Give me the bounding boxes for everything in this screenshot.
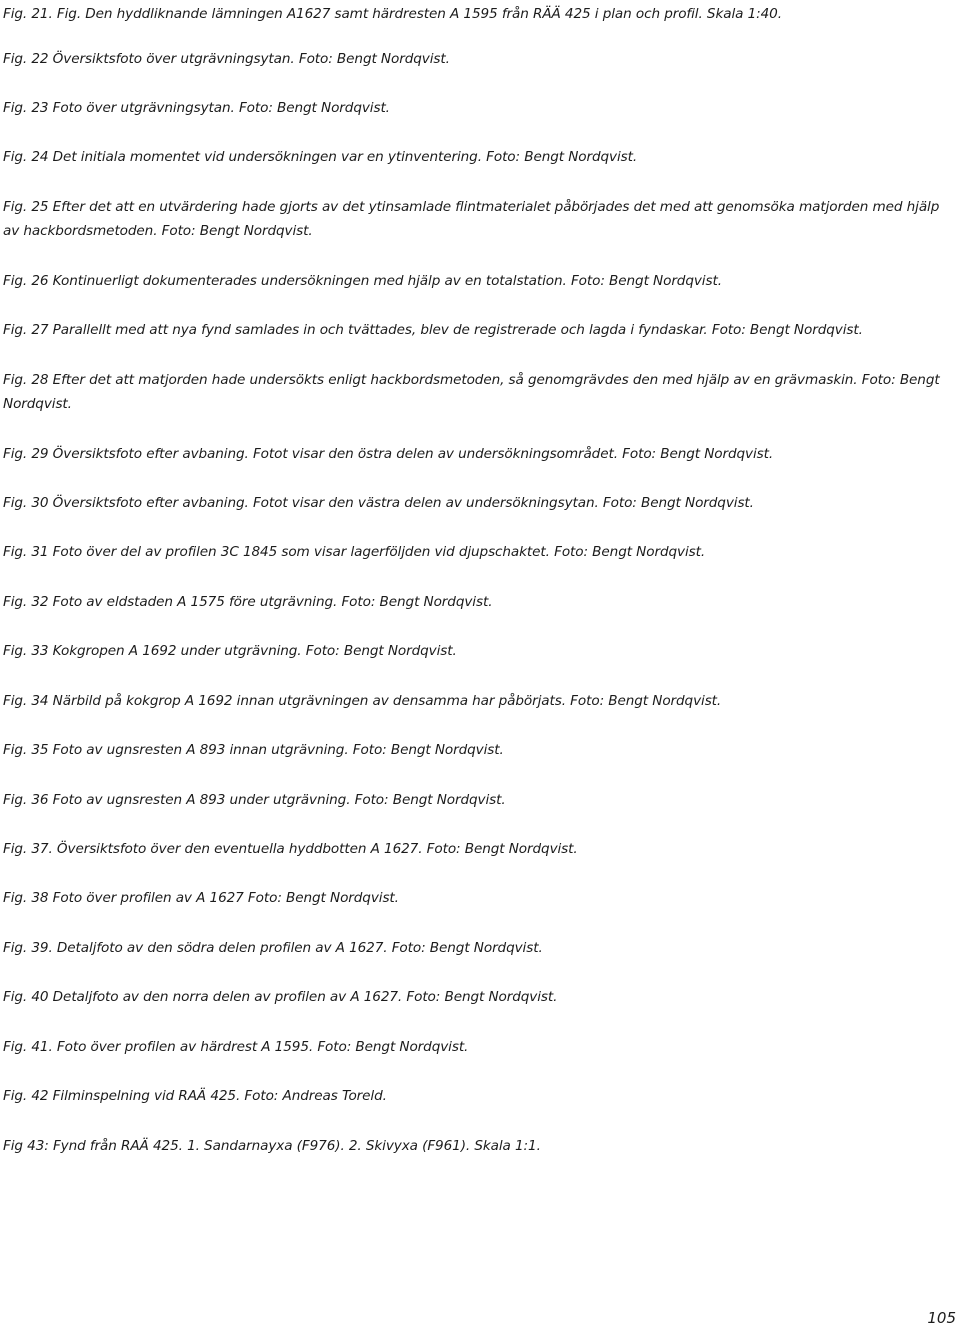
caption-fig-24: Fig. 24 Det initiala momentet vid undersökningen var en ytinventering. Foto: Bengt Nordqvist. [3, 149, 638, 165]
caption-fig-27: Fig. 27 Parallellt med att nya fynd samlades in och tvättades, blev de registrerade och lagda i fyndaskar. Foto: Bengt Nordqvist. [3, 322, 863, 338]
caption-fig-25: Fig. 25 Efter det att en utvärdering hade gjorts av det ytinsamlade flintmaterialet påbörjades det med att genomsöka matjorden med hjälp av hackbordsmetoden. Foto: Bengt Nordqvist. [3, 199, 940, 239]
caption-fig-34: Fig. 34 Närbild på kokgrop A 1692 innan utgrävningen av densamma har påbörjats. Foto: Bengt Nordqvist. [3, 693, 722, 709]
caption-fig-31: Fig. 31 Foto över del av profilen 3C 1845 som visar lagerföljden vid djupschaktet. Foto: Bengt Nordqvist. [3, 544, 706, 560]
caption-fig-39: Fig. 39. Detaljfoto av den södra delen profilen av A 1627. Foto: Bengt Nordqvist. [3, 940, 543, 956]
page-number: 105 [927, 1309, 956, 1327]
caption-fig-37: Fig. 37. Översiktsfoto över den eventuella hyddbotten A 1627. Foto: Bengt Nordqvist. [3, 841, 578, 857]
caption-fig-23: Fig. 23 Foto över utgrävningsytan. Foto: Bengt Nordqvist. [3, 100, 390, 116]
caption-fig-42: Fig. 42 Filminspelning vid RAÄ 425. Foto: Andreas Toreld. [3, 1088, 387, 1104]
caption-fig-26: Fig. 26 Kontinuerligt dokumenterades undersökningen med hjälp av en totalstation. Foto: Bengt Nordqvist. [3, 273, 722, 289]
caption-fig-29: Fig. 29 Översiktsfoto efter avbaning. Fotot visar den östra delen av undersökningsområdet. Foto: Bengt Nordqvist. [3, 446, 774, 462]
caption-fig-41: Fig. 41. Foto över profilen av härdrest A 1595. Foto: Bengt Nordqvist. [3, 1039, 469, 1055]
caption-fig-28: Fig. 28 Efter det att matjorden hade undersökts enligt hackbordsmetoden, så genomgrävdes den med hjälp av en grävmaskin. Foto: Bengt Nordqvist. [3, 372, 940, 412]
caption-fig-43: Fig 43: Fynd från RAÄ 425. 1. Sandarnayxa (F976). 2. Skivyxa (F961). Skala 1:1. [3, 1138, 541, 1154]
caption-fig-38: Fig. 38 Foto över profilen av A 1627 Foto: Bengt Nordqvist. [3, 890, 399, 906]
caption-fig-36: Fig. 36 Foto av ugnsresten A 893 under utgrävning. Foto: Bengt Nordqvist. [3, 792, 506, 808]
caption-fig-32: Fig. 32 Foto av eldstaden A 1575 före utgrävning. Foto: Bengt Nordqvist. [3, 594, 493, 610]
caption-fig-35: Fig. 35 Foto av ugnsresten A 893 innan utgrävning. Foto: Bengt Nordqvist. [3, 742, 504, 758]
caption-fig-30: Fig. 30 Översiktsfoto efter avbaning. Fotot visar den västra delen av undersökningsytan. Foto: Bengt Nordqvist. [3, 495, 754, 511]
caption-fig-21: Fig. 21. Fig. Den hyddliknande lämningen A1627 samt härdresten A 1595 från RÄÄ 425 i plan och profil. Skala 1:40. [3, 6, 782, 22]
caption-fig-22: Fig. 22 Översiktsfoto över utgrävningsytan. Foto: Bengt Nordqvist. [3, 51, 450, 67]
caption-fig-40: Fig. 40 Detaljfoto av den norra delen av profilen av A 1627. Foto: Bengt Nordqvist. [3, 989, 558, 1005]
caption-fig-33: Fig. 33 Kokgropen A 1692 under utgrävning. Foto: Bengt Nordqvist. [3, 643, 457, 659]
